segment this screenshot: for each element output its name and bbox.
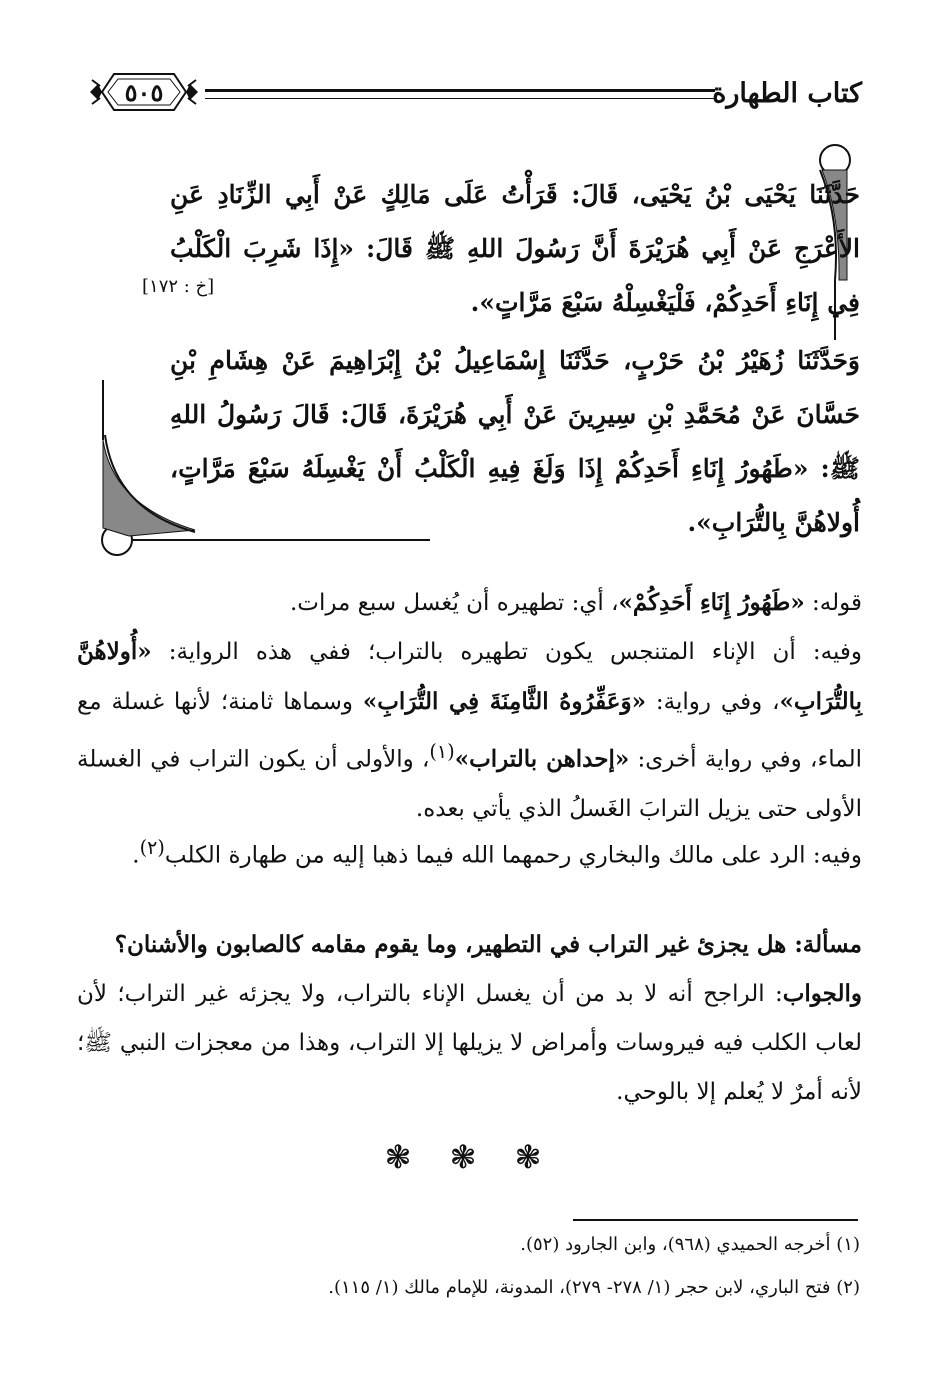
hadith-text-1: حَدَّثَنَا يَحْيَى بْنُ يَحْيَى، قَالَ: قَرَأْتُ عَلَى مَالِكٍ عَنْ أَبِي الزِّنَادِ عَنِ الأَعْرَجِ عَنْ أَبِي هُرَيْرَةَ أَنَّ رَسُولَ اللهِ ﷺ قَالَ: «إِذَا شَرِبَ الْكَلْبُ فِي إِنَاءِ أَحَدِكُمْ، فَلْيَغْسِلْهُ سَبْعَ مَرَّاتٍ». xyxy=(170,180,860,317)
chapter-title: كتاب الطهارة xyxy=(712,78,862,109)
text-run: ، والأولى أن يكون التراب في الغسلة الأولى حتى يزيل الترابَ الغَسلُ الذي يأتي بعده. xyxy=(77,746,862,822)
commentary-paragraph-2 xyxy=(77,627,862,834)
quoted-phrase: «وَعَفِّرُوهُ الثَّامِنَةَ فِي التُّرَابِ» xyxy=(362,688,646,715)
footnote-rule xyxy=(573,1219,858,1221)
text-run: ، وفي رواية: xyxy=(646,689,780,715)
header-rule xyxy=(205,89,715,99)
section-separator: ❃ ❃ ❃ xyxy=(384,1138,556,1176)
text-run: وفيه: أن الإناء المتنجس يكون تطهيره بالتراب؛ ففي هذه الرواية: xyxy=(151,639,862,665)
footnote-marker: (٢) xyxy=(139,836,165,859)
text-run: قوله: xyxy=(804,590,862,616)
hadith-reference: [خ : ١٧٢] xyxy=(142,276,215,297)
text-run: وسماها ثامنة؛ لأنها غسلة مع الماء، وفي رواية أخرى: xyxy=(77,689,862,773)
footnote-1: (١) أخرجه الحميدي (٩٦٨)، وابن الجارود (٥٢). xyxy=(520,1234,860,1255)
answer-label: والجواب xyxy=(782,980,862,1007)
answer-text: : الراجح أنه لا بد من أن يغسل الإناء بالتراب، ولا يجزئه غير التراب؛ لأن لعاب الكلب فيه فيروسات وأمراض لا يزيلها إلا التراب، وهذا من معجزات النبي ﷺ؛ لأنه أمرٌ لا يُعلم إلا بالوحي. xyxy=(77,981,862,1105)
footnote-marker: (١) xyxy=(429,740,455,763)
text-run: ، أي: تطهيره أن يُغسل سبع مرات. xyxy=(289,590,619,616)
quoted-phrase: «أُولاهُنَّ بِالتُّرَابِ» xyxy=(77,638,863,715)
answer-paragraph xyxy=(77,969,862,1117)
quoted-phrase: «طَهُورُ إِنَاءِ أَحَدِكُمْ» xyxy=(618,589,805,616)
question-heading: مسألة: هل يجزئ غير التراب في التطهير، وما يقوم مقامه كالصابون والأشنان؟ xyxy=(114,931,862,958)
quoted-phrase: «إحداهن بالتراب» xyxy=(454,745,630,773)
text-run: وفيه: الرد على مالك والبخاري رحمهما الله فيما ذهبا إليه من طهارة الكلب xyxy=(164,842,862,869)
commentary-paragraph-1 xyxy=(77,578,862,628)
page-number: ٥٠٥ xyxy=(124,78,164,107)
footnote-2: (٢) فتح الباري، لابن حجر (١/ ٢٧٨- ٢٧٩)، المدونة، للإمام مالك (١/ ١١٥). xyxy=(328,1277,860,1298)
page-number-badge xyxy=(88,66,200,118)
hadith-text-2: وَحَدَّثَنَا زُهَيْرُ بْنُ حَرْبٍ، حَدَّثَنَا إِسْمَاعِيلُ بْنُ إِبْرَاهِيمَ عَنْ هِشَامِ بْنِ حَسَّانَ عَنْ مُحَمَّدِ بْنِ سِيرِينَ عَنْ أَبِي هُرَيْرَةَ، قَالَ: قَالَ رَسُولُ اللهِ ﷺ: «طَهُورُ إِنَاءِ أَحَدِكُمْ إِذَا وَلَغَ فِيهِ الْكَلْبُ أَنْ يَغْسِلَهُ سَبْعَ مَرَّاتٍ، أُولاهُنَّ بِالتُّرَابِ». xyxy=(170,346,860,537)
commentary-paragraph-3 xyxy=(77,823,862,881)
text-run: . xyxy=(132,842,140,869)
